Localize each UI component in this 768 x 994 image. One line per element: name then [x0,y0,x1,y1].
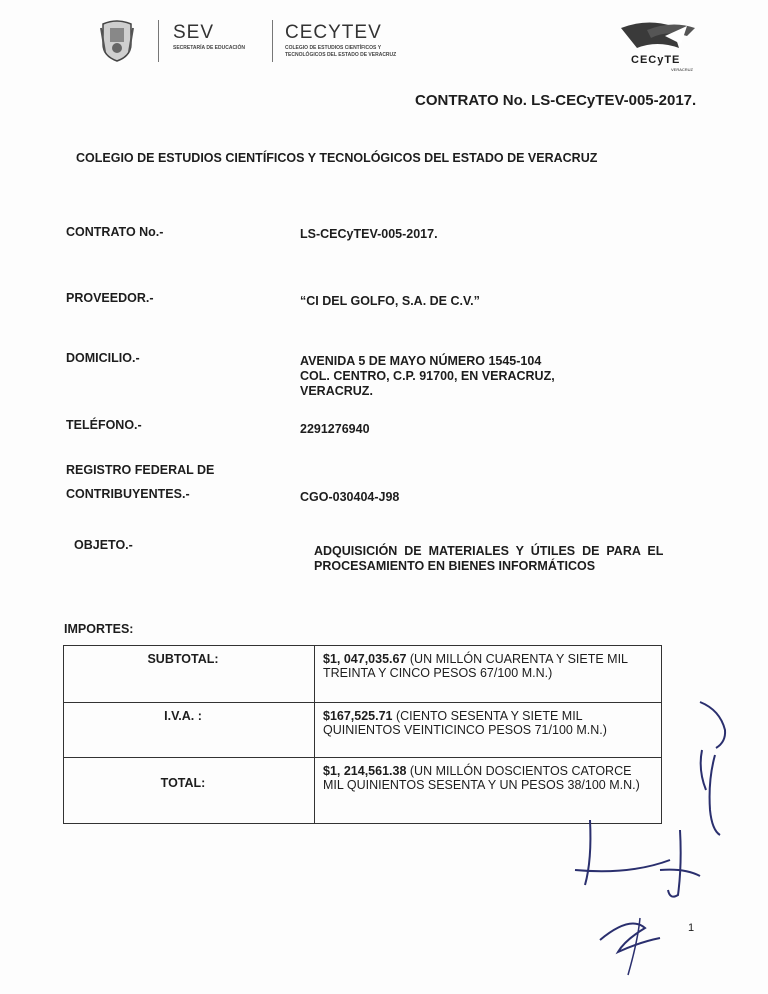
contrato-label: CONTRATO No.- [66,225,164,239]
rfc-label-2: CONTRIBUYENTES.- [66,487,190,501]
telefono-label: TELÉFONO.- [66,418,142,432]
subtotal-words-2: TREINTA Y CINCO PESOS 67/100 M.N.) [323,666,553,680]
veracruz-seal-icon [98,18,136,62]
iva-words-1: (CIENTO SESENTA Y SIETE MIL [392,709,583,723]
total-words-1: (UN MILLÓN DOSCIENTOS CATORCE [406,764,632,778]
header-divider [158,20,159,62]
iva-words-2: QUINIENTOS VEINTICINCO PESOS 71/100 M.N.) [323,723,607,737]
domicilio-label: DOMICILIO.- [66,351,140,365]
proveedor-label: PROVEEDOR.- [66,291,154,305]
domicilio-line-3: VERACRUZ. [300,384,373,398]
domicilio-line-1: AVENIDA 5 DE MAYO NÚMERO 1545-104 [300,354,542,368]
cecytev-subtitle-2: TECNOLÓGICOS DEL ESTADO DE VERACRUZ [285,52,397,58]
rfc-label-1: REGISTRO FEDERAL DE [66,463,215,477]
contrato-value: LS-CECyTEV-005-2017. [300,227,438,241]
subtotal-label: SUBTOTAL: [64,646,315,703]
cecyte-logo-text: CECyTE [631,54,681,66]
header-divider [272,20,273,62]
cecyte-swoosh-icon [617,18,699,56]
total-amount: $1, 214,561.38 [323,764,407,778]
sev-subtitle: SECRETARÍA DE EDUCACIÓN [173,45,245,51]
total-label: TOTAL: [64,758,315,824]
subtotal-amount: $1, 047,035.67 [323,652,407,666]
importes-heading: IMPORTES: [64,622,134,636]
iva-amount: $167,525.71 [323,709,393,723]
institution-name: COLEGIO DE ESTUDIOS CIENTÍFICOS Y TECNOLÓGICOS DEL ESTADO DE VERACRUZ [76,151,598,165]
iva-label: I.V.A. : [64,703,315,758]
cecyte-logo-sub: VERACRUZ [671,67,694,72]
objeto-line-2: PROCESAMIENTO EN BIENES INFORMÁTICOS [314,559,596,573]
subtotal-words-1: (UN MILLÓN CUARENTA Y SIETE MIL [406,652,628,666]
sev-title: SEV [173,22,215,43]
cecytev-subtitle-1: COLEGIO DE ESTUDIOS CIENTÍFICOS Y [285,45,382,51]
cecytev-title: CECYTEV [285,22,382,43]
rfc-value: CGO-030404-J98 [300,490,400,504]
contract-title: CONTRATO No. LS-CECyTEV-005-2017. [415,92,697,109]
objeto-label: OBJETO.- [74,538,133,552]
total-words-2: MIL QUINIENTOS SESENTA Y UN PESOS 38/100 M.N.) [323,778,640,792]
domicilio-line-2: COL. CENTRO, C.P. 91700, EN VERACRUZ, [300,369,555,383]
cecyte-logo [617,18,699,70]
telefono-value: 2291276940 [300,422,370,436]
proveedor-value: “CI DEL GOLFO, S.A. DE C.V.” [300,294,480,308]
handwritten-signatures [520,690,750,980]
page-number: 1 [688,922,695,934]
objeto-line-1: ADQUISICIÓN DE MATERIALES Y ÚTILES DE PARA EL [314,544,664,558]
